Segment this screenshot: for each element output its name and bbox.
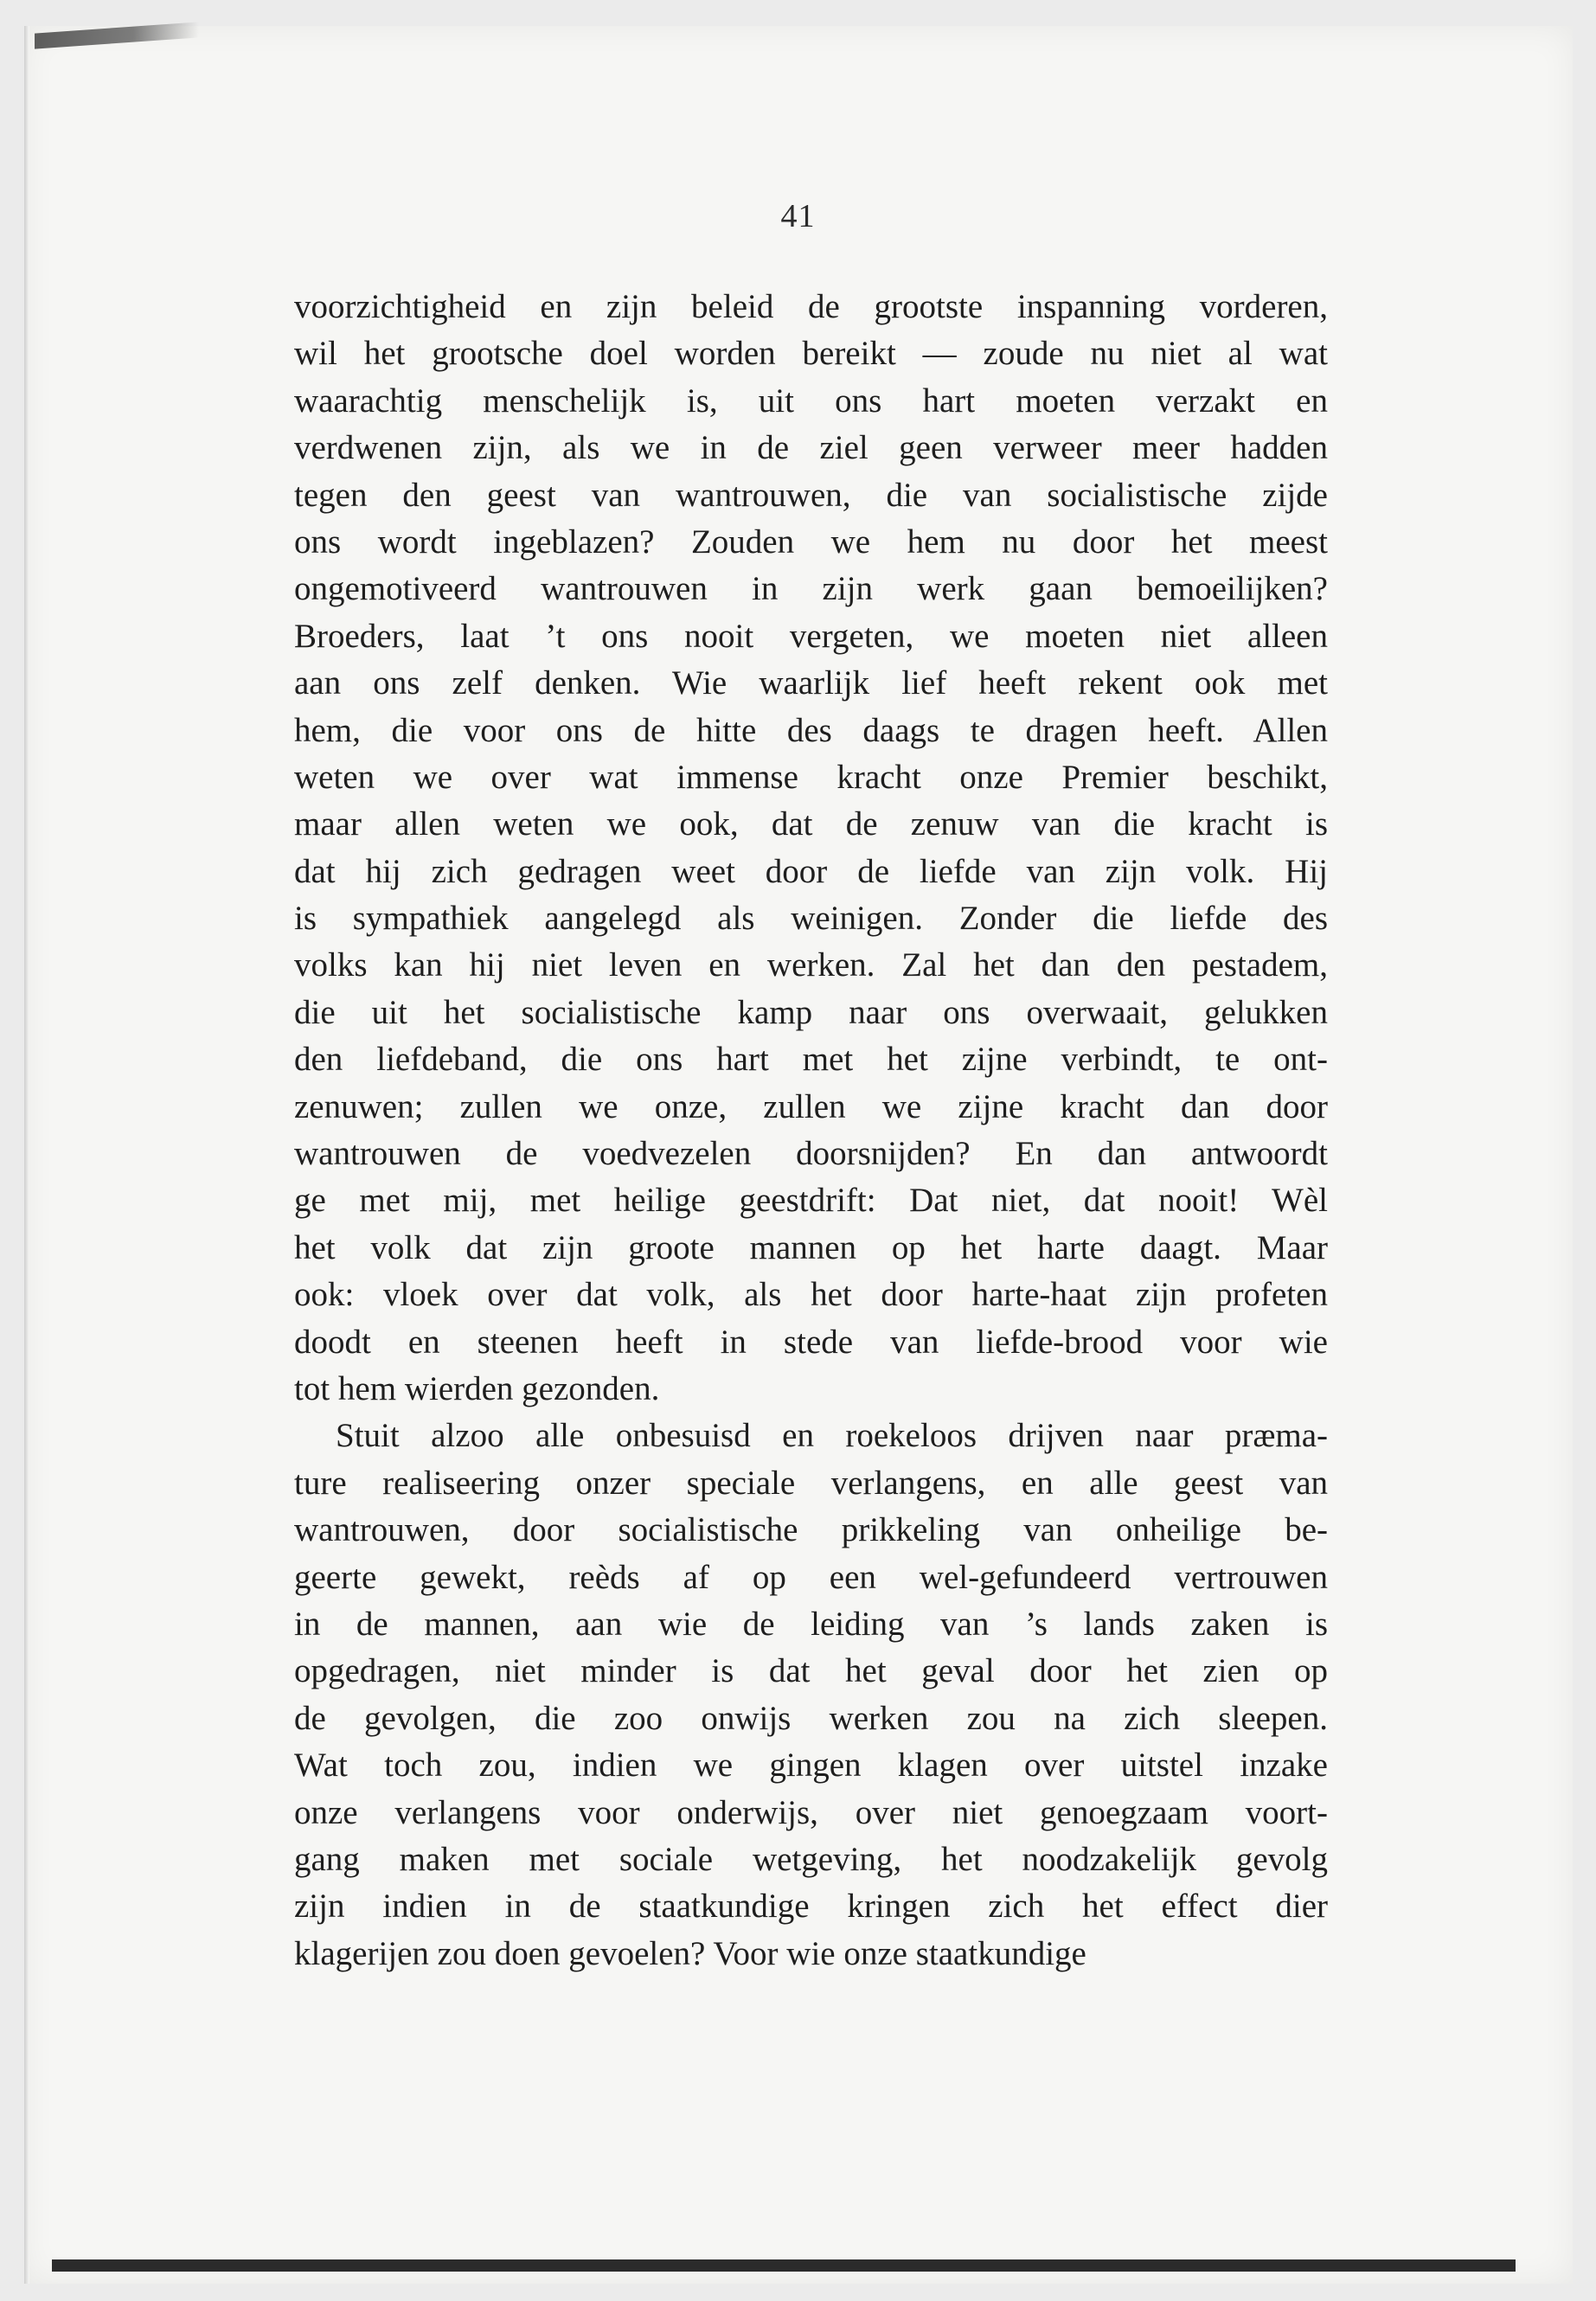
text-line: geerte gewekt, reèds af op een wel-gefundeerd vertrouwen: [294, 1558, 1328, 1596]
text-line: die uit het socialistische kamp naar ons overwaait, gelukken: [294, 993, 1328, 1031]
text-line: klagerijen zou doen gevoelen? Voor wie onze staatkundige: [294, 1934, 1086, 1972]
body-text: [294, 284, 1328, 1977]
text-line: wantrouwen de voedvezelen doorsnijden? En dan antwoordt: [294, 1135, 1328, 1173]
text-line: wantrouwen, door socialistische prikkeling van onheilige be-: [294, 1511, 1328, 1549]
page-number: 41: [780, 198, 816, 234]
text-line: weten we over wat immense kracht onze Premier beschikt,: [294, 758, 1328, 796]
text-line: ge met mij, met heilige geestdrift: Dat niet, dat nooit! Wèl: [294, 1182, 1328, 1220]
text-line: tegen den geest van wantrouwen, die van socialistische zijde: [294, 476, 1328, 514]
paragraph-1: [294, 284, 1328, 1413]
text-line: de gevolgen, die zoo onwijs werken zou na zich sleepen.: [294, 1699, 1328, 1737]
text-line: in de mannen, aan wie de leiding van ’s lands zaken is: [294, 1605, 1328, 1643]
text-line: wil het grootsche doel worden bereikt — zoude nu niet al wat: [294, 335, 1328, 373]
page-left-edge-shadow: [24, 26, 29, 2284]
text-line: verdwenen zijn, als we in de ziel geen verweer meer hadden: [294, 429, 1328, 467]
scan-bottom-edge: [52, 2259, 1516, 2272]
text-line: zenuwen; zullen we onze, zullen we zijne kracht dan door: [294, 1087, 1328, 1125]
text-line: is sympathiek aangelegd als weinigen. Zonder die liefde des: [294, 900, 1328, 938]
text-line: Wat toch zou, indien we gingen klagen over uitstel inzake: [294, 1747, 1328, 1785]
text-line: Broeders, laat ’t ons nooit vergeten, we moeten niet alleen: [294, 617, 1328, 655]
text-line: hem, die voor ons de hitte des daags te dragen heeft. Allen: [294, 711, 1328, 749]
text-line: aan ons zelf denken. Wie waarlijk lief heeft rekent ook met: [294, 664, 1328, 702]
text-line: het volk dat zijn groote mannen op het harte daagt. Maar: [294, 1228, 1328, 1266]
text-line: onze verlangens voor onderwijs, over niet genoegzaam voort-: [294, 1793, 1328, 1831]
text-line: maar allen weten we ook, dat de zenuw van die kracht is: [294, 805, 1328, 843]
text-line: tot hem wierden gezonden.: [294, 1369, 660, 1407]
text-line: dat hij zich gedragen weet door de liefde van zijn volk. Hij: [294, 852, 1328, 890]
text-line: ook: vloek over dat volk, als het door harte-haat zijn profeten: [294, 1276, 1328, 1314]
text-line: opgedragen, niet minder is dat het geval door het zien op: [294, 1652, 1328, 1690]
text-line: ons wordt ingeblazen? Zouden we hem nu door het meest: [294, 522, 1328, 561]
text-line: ongemotiveerd wantrouwen in zijn werk gaan bemoeilijken?: [294, 570, 1328, 608]
text-line: ture realiseering onzer speciale verlangens, en alle geest van: [294, 1464, 1328, 1502]
text-line: gang maken met sociale wetgeving, het noodzakelijk gevolg: [294, 1840, 1328, 1878]
text-line: waarachtig menschelijk is, uit ons hart moeten verzakt en: [294, 381, 1328, 420]
text-line: volks kan hij niet leven en werken. Zal het dan den pestadem,: [294, 946, 1328, 984]
text-line: doodt en steenen heeft in stede van liefde-brood voor wie: [294, 1323, 1328, 1361]
text-line: zijn indien in de staatkundige kringen zich het effect dier: [294, 1888, 1328, 1926]
paragraph-2: [294, 1413, 1328, 1977]
text-line: den liefdeband, die ons hart met het zijne verbindt, te ont-: [294, 1041, 1328, 1079]
text-line: voorzichtigheid en zijn beleid de grootste inspanning vorderen,: [294, 288, 1328, 325]
text-line: Stuit alzoo alle onbesuisd en roekeloos drijven naar præma-: [336, 1417, 1328, 1455]
